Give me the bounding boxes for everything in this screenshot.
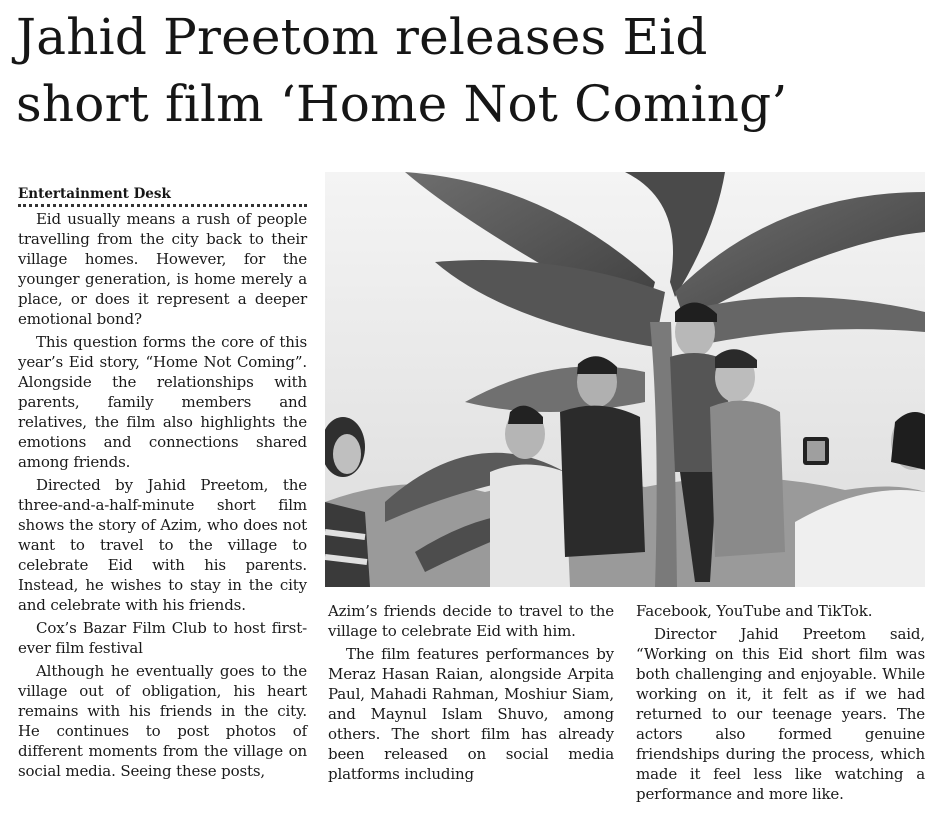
byline: Entertainment Desk [18,186,171,202]
paragraph: The film features performances by Meraz Hasan Raian, alongside Arpita Paul, Mahadi Rahman, Moshiur Siam, and Maynul Islam Shuvo, among others. The short film has already been released on social media platforms including [328,645,614,783]
paragraph: Eid usually means a rush of people travelling from the city back to their village homes. However, for the younger generation, is home merely a place, or does it represent a deeper emotional bond? [18,210,307,328]
article-photo [325,172,925,587]
paragraph: This question forms the core of this year’s Eid story, “Home Not Coming”. Alongside the relationships with parents, family members and relatives, the film also highlights the emotions and connections shared among friends. [18,333,307,471]
article-column-2 [328,601,614,787]
article-column-1 [18,209,307,784]
paragraph: Directed by Jahid Preetom, the three-and-a-half-minute short film shows the story of Azim, who does not want to travel to the village to celebrate Eid with his parents. Instead, he wishes to stay in the city and celebrate with his friends. [18,476,307,614]
byline-divider [18,204,307,207]
paragraph: Although he eventually goes to the village out of obligation, his heart remains with his friends in the city. He continues to post photos of different moments from the village on social media. Seeing these posts, [18,662,307,780]
headline-line-2: short film ‘Home Not Coming’ [16,75,788,133]
headline [16,4,931,138]
paragraph: Azim’s friends decide to travel to the village to celebrate Eid with him. [328,602,614,640]
related-headline: Cox’s Bazar Film Club to host first-ever film festival [18,619,307,657]
paragraph: Facebook, YouTube and TikTok. [636,602,873,620]
headline-line-1: Jahid Preetom releases Eid [16,8,708,66]
article-column-3 [636,601,925,807]
paragraph: Director Jahid Preetom said, “Working on this Eid short film was both challenging and enjoyable. While working on it, it felt as if we had returned to our teenage years. The actors also formed genuine friendships during the process, which made it feel less like watching a performance and more like. [636,625,925,803]
